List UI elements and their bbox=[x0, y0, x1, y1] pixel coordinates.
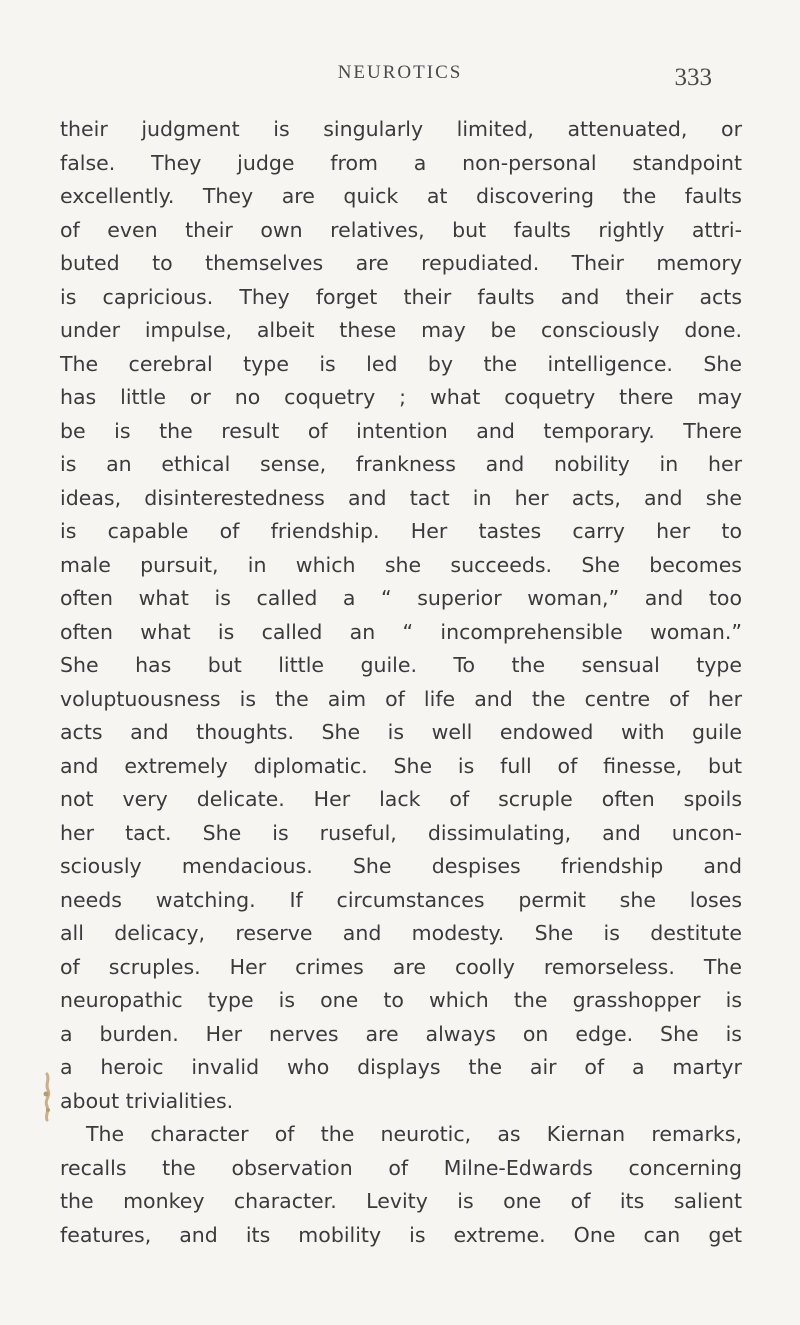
text-line: acts and thoughts. She is well endowed with guile bbox=[60, 720, 742, 744]
text-line: buted to themselves are repudiated. Their memory bbox=[60, 251, 742, 275]
text-line: about trivialities. bbox=[60, 1088, 234, 1113]
text-line: recalls the observation of Milne-Edwards concerning bbox=[60, 1155, 742, 1180]
text-line: often what is called a “ superior woman,” and too bbox=[60, 586, 742, 610]
text-line: The character of the neurotic, as Kiernan remarks, bbox=[86, 1122, 742, 1146]
text-line: is capable of friendship. Her tastes carry her to bbox=[60, 519, 742, 543]
text-line: The cerebral type is led by the intelligence. She bbox=[60, 351, 742, 376]
text-line: under impulse, albeit these may be consciously done. bbox=[60, 318, 742, 342]
running-head: NEUROTICS bbox=[337, 62, 463, 83]
text-line: often what is called an “ incomprehensible woman.” bbox=[60, 619, 742, 644]
text-line: excellently. They are quick at discovering the faults bbox=[60, 184, 742, 208]
text-line: of scruples. Her crimes are coolly remorseless. The bbox=[60, 954, 742, 979]
text-line: not very delicate. Her lack of scruple often spoils bbox=[60, 787, 742, 811]
text-line: features, and its mobility is extreme. One can get bbox=[60, 1222, 742, 1247]
text-line: the monkey character. Levity is one of its salient bbox=[60, 1189, 742, 1213]
text-line: their judgment is singularly limited, attenuated, or bbox=[60, 117, 742, 141]
text-line: her tact. She is ruseful, dissimulating, and uncon- bbox=[60, 820, 742, 845]
text-line: is capricious. They forget their faults and their acts bbox=[60, 284, 742, 309]
text-line: voluptuousness is the aim of life and the centre of her bbox=[60, 686, 742, 711]
text-line: a heroic invalid who displays the air of a martyr bbox=[60, 1055, 742, 1079]
text-line: be is the result of intention and temporary. There bbox=[60, 418, 742, 443]
text-line: has little or no coquetry ; what coquetry there may bbox=[60, 385, 742, 409]
page-number: 333 bbox=[674, 64, 712, 91]
text-line: ideas, disinterestedness and tact in her acts, and she bbox=[60, 485, 742, 510]
text-line: a burden. Her nerves are always on edge. She is bbox=[60, 1021, 742, 1046]
text-line: is an ethical sense, frankness and nobility in her bbox=[60, 452, 742, 476]
page-header bbox=[0, 62, 800, 102]
text-line: all delicacy, reserve and modesty. She is destitute bbox=[60, 921, 742, 945]
text-line: needs watching. If circumstances permit she loses bbox=[60, 887, 742, 912]
text-line: sciously mendacious. She despises friendship and bbox=[60, 854, 742, 878]
text-line: and extremely diplomatic. She is full of finesse, but bbox=[60, 753, 742, 778]
paper-stain-mark bbox=[41, 1072, 53, 1122]
text-line: male pursuit, in which she succeeds. She becomes bbox=[60, 552, 742, 577]
text-line: neuropathic type is one to which the grasshopper is bbox=[60, 988, 742, 1012]
text-line: false. They judge from a non-personal standpoint bbox=[60, 150, 742, 175]
body-text bbox=[60, 113, 742, 1252]
text-line: She has but little guile. To the sensual type bbox=[60, 653, 742, 677]
text-line: of even their own relatives, but faults rightly attri- bbox=[60, 217, 742, 242]
